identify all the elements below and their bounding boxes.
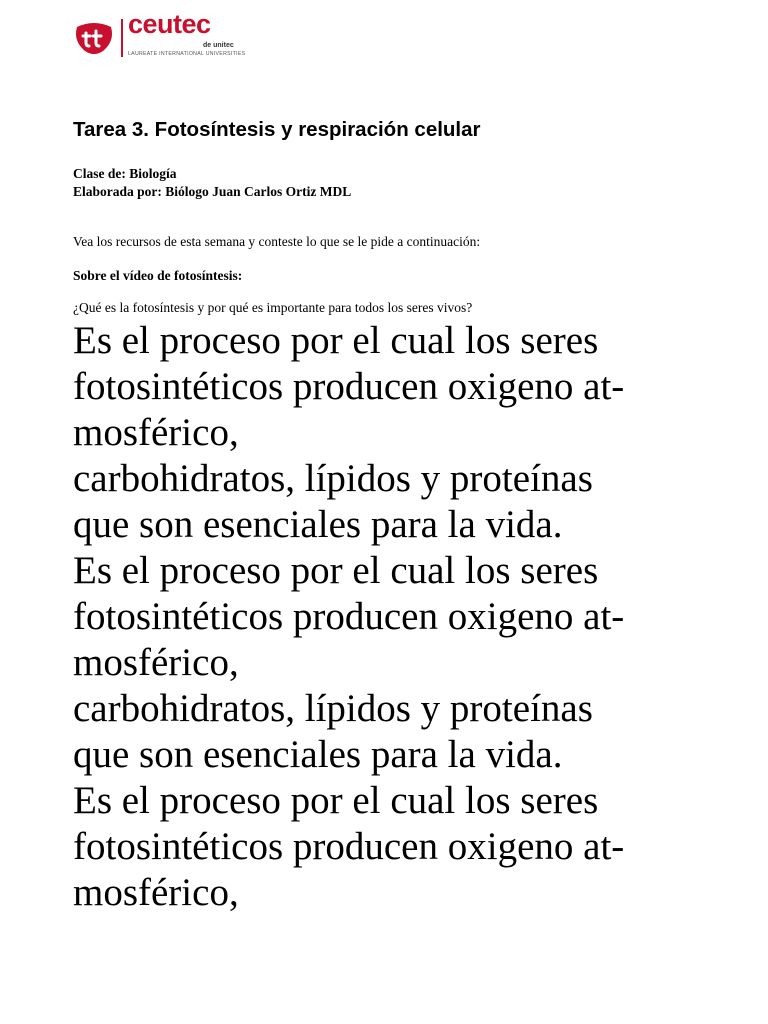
answer-line: mosférico, <box>73 871 239 914</box>
answer-line: carbohidratos, lípidos y proteínas <box>73 457 593 500</box>
answer-line: que son esenciales para la vida. <box>73 503 563 546</box>
answer-text <box>73 318 624 916</box>
answer-line: fotosintéticos producen oxigeno at- <box>73 825 625 868</box>
answer-line: mosférico, <box>73 411 239 454</box>
logo-wordmark: ceutec <box>128 9 211 39</box>
ceutec-shield-icon <box>73 21 115 55</box>
section-heading: Sobre el vídeo de fotosíntesis: <box>73 268 243 283</box>
class-label: Clase de: Biología <box>73 166 177 181</box>
author-label: Elaborada por: Biólogo Juan Carlos Ortiz MDL <box>73 184 352 199</box>
answer-line: Es el proceso por el cual los seres <box>73 319 599 362</box>
answer-line: que son esenciales para la vida. <box>73 733 563 776</box>
instructions: Vea los recursos de esta semana y conteste lo que se le pide a continuación: <box>73 234 481 249</box>
answer-line: fotosintéticos producen oxigeno at- <box>73 365 625 408</box>
answer-line: Es el proceso por el cual los seres <box>73 549 599 592</box>
question-text: ¿Qué es la fotosíntesis y por qué es importante para todos los seres vivos? <box>73 300 473 315</box>
answer-line: mosférico, <box>73 641 239 684</box>
logo-divider <box>121 19 123 57</box>
answer-line: Es el proceso por el cual los seres <box>73 779 599 822</box>
answer-line: fotosintéticos producen oxigeno at- <box>73 595 625 638</box>
logo-subtitle: de unitec <box>203 42 234 49</box>
document-title: Tarea 3. Fotosíntesis y respiración celular <box>73 118 481 141</box>
answer-line: carbohidratos, lípidos y proteínas <box>73 687 593 730</box>
ceutec-logo <box>73 9 246 60</box>
logo-laureate: LAUREATE INTERNATIONAL UNIVERSITIES <box>128 51 246 57</box>
